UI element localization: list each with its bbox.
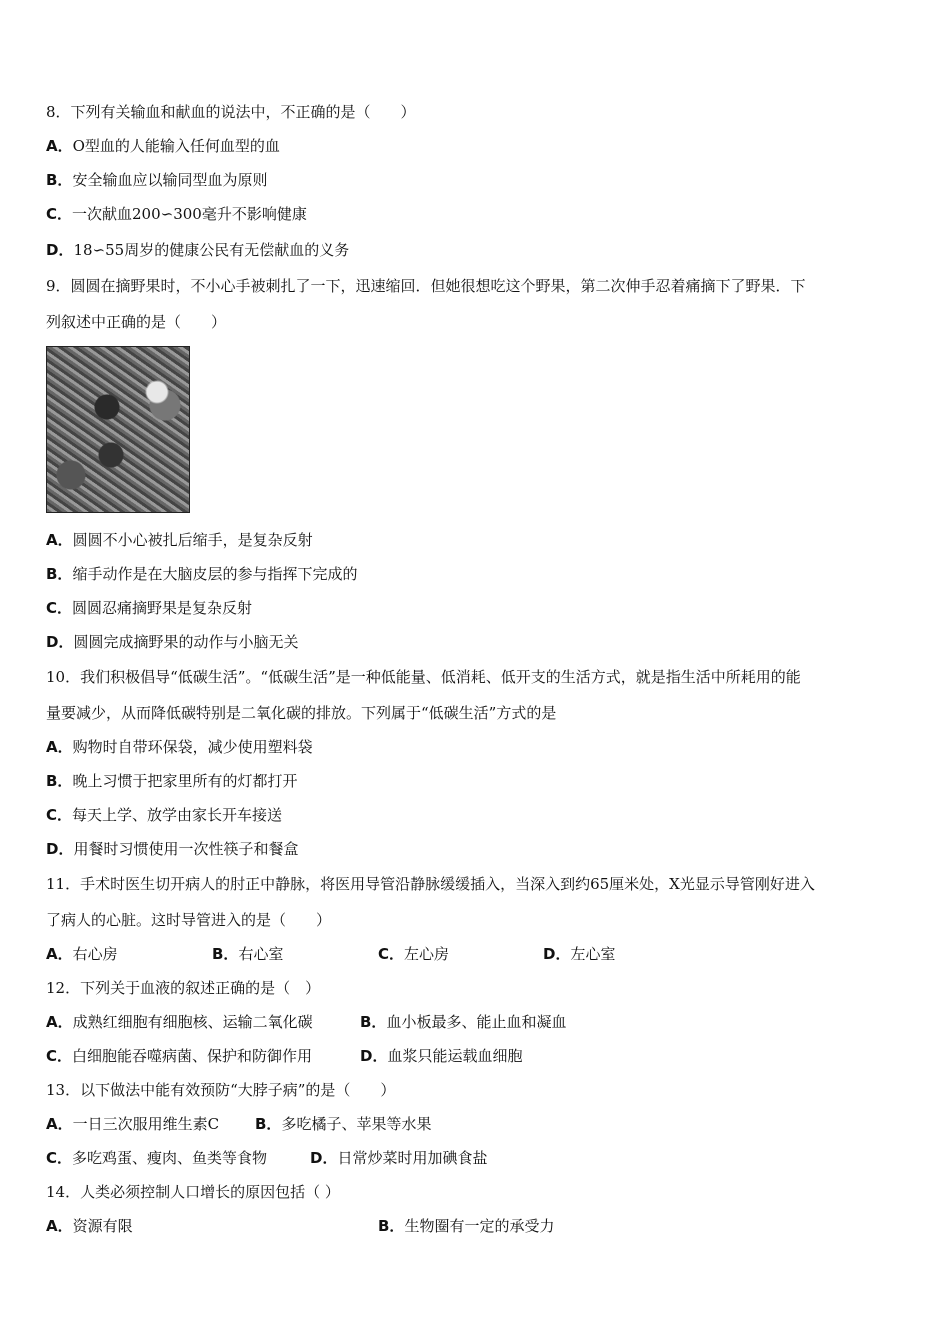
option-letter: D． — [360, 1047, 388, 1065]
option-text: 圆圆不小心被扎后缩手，是复杂反射 — [72, 531, 313, 549]
option-letter: A． — [46, 738, 73, 756]
option-letter: D． — [46, 840, 74, 858]
question-12-option-a — [46, 1012, 313, 1032]
question-8-option-c — [46, 204, 307, 224]
option-text: 右心室 — [238, 945, 284, 963]
question-9-option-a — [46, 530, 313, 550]
question-11-option-c — [378, 944, 449, 964]
option-letter: A． — [46, 1115, 73, 1133]
option-letter: D． — [46, 241, 74, 259]
option-letter: B． — [212, 945, 239, 963]
option-text: 血浆只能运载血细胞 — [387, 1047, 523, 1065]
question-9-stem-line1: 9．圆圆在摘野果时，不小心手被刺扎了一下，迅速缩回．但她很想吃这个野果，第二次伸手忍着痛摘下了野果．下 — [46, 277, 806, 295]
option-letter: B． — [46, 772, 73, 790]
question-8-option-a — [46, 136, 280, 156]
question-8-option-b — [46, 170, 267, 190]
option-letter: B． — [46, 565, 73, 583]
question-8-option-d — [46, 240, 349, 260]
question-10-stem-line2: 量要减少，从而降低碳特别是二氧化碳的排放。下列属于“低碳生活”方式的是 — [46, 704, 557, 722]
option-text: 一次献血200∽300毫升不影响健康 — [72, 205, 307, 223]
option-letter: B． — [46, 171, 73, 189]
question-13-stem: 13．以下做法中能有效预防“大脖子病”的是（ ） — [46, 1081, 396, 1099]
question-11-stem-line2: 了病人的心脏。这时导管进入的是（ ） — [46, 911, 332, 929]
question-10-stem-line1: 10．我们积极倡导“低碳生活”。“低碳生活”是一种低能量、低消耗、低开支的生活方式，就是指生活中所耗用的能 — [46, 668, 801, 686]
question-14-option-a — [46, 1216, 133, 1236]
option-text: 白细胞能吞噬病菌、保护和防御作用 — [72, 1047, 313, 1065]
option-text: 生物圈有一定的承受力 — [404, 1217, 555, 1235]
option-text: 用餐时习惯使用一次性筷子和餐盒 — [73, 840, 299, 858]
option-text: 购物时自带环保袋，减少使用塑料袋 — [72, 738, 313, 756]
option-text: 圆圆完成摘野果的动作与小脑无关 — [73, 633, 299, 651]
question-10-option-b — [46, 771, 297, 791]
option-letter: C． — [46, 1149, 73, 1167]
question-13-option-c — [46, 1148, 267, 1168]
question-9-stem-line2: 列叙述中正确的是（ ） — [46, 313, 227, 331]
option-letter: A． — [46, 1013, 73, 1031]
question-13-option-d — [310, 1148, 487, 1168]
question-9-option-d — [46, 632, 298, 652]
question-12-option-b — [360, 1012, 566, 1032]
question-10-option-a — [46, 737, 313, 757]
option-letter: A． — [46, 945, 73, 963]
option-letter: B． — [255, 1115, 282, 1133]
option-letter: C． — [46, 599, 73, 617]
option-letter: D． — [543, 945, 571, 963]
question-13-option-b — [255, 1114, 431, 1134]
option-letter: B． — [360, 1013, 387, 1031]
option-text: 18∽55周岁的健康公民有无偿献血的义务 — [73, 241, 350, 259]
option-letter: C． — [46, 806, 73, 824]
question-9-option-b — [46, 564, 357, 584]
option-text: 多吃鸡蛋、瘦肉、鱼类等食物 — [72, 1149, 268, 1167]
option-text: O型血的人能输入任何血型的血 — [72, 137, 280, 155]
fruit-picking-photo — [46, 346, 190, 513]
option-text: 日常炒菜时用加碘食盐 — [337, 1149, 488, 1167]
question-8-stem: 8．下列有关输血和献血的说法中，不正确的是（ ） — [46, 103, 416, 121]
question-13-option-a — [46, 1114, 219, 1134]
question-12-stem: 12．下列关于血液的叙述正确的是（ ） — [46, 979, 321, 997]
question-11-option-b — [212, 944, 283, 964]
option-letter: C． — [46, 205, 73, 223]
question-10-option-c — [46, 805, 282, 825]
option-letter: D． — [46, 633, 74, 651]
question-11-option-d — [543, 944, 615, 964]
option-text: 圆圆忍痛摘野果是复杂反射 — [72, 599, 253, 617]
option-letter: D． — [310, 1149, 338, 1167]
option-letter: A． — [46, 137, 73, 155]
option-text: 成熟红细胞有细胞核、运输二氧化碳 — [72, 1013, 313, 1031]
option-text: 左心房 — [404, 945, 450, 963]
option-text: 资源有限 — [72, 1217, 133, 1235]
question-9-option-c — [46, 598, 252, 618]
option-text: 左心室 — [570, 945, 616, 963]
question-11-option-a — [46, 944, 118, 964]
option-text: 缩手动作是在大脑皮层的参与指挥下完成的 — [72, 565, 358, 583]
option-letter: C． — [46, 1047, 73, 1065]
option-letter: A． — [46, 531, 73, 549]
option-text: 多吃橘子、苹果等水果 — [281, 1115, 432, 1133]
option-text: 晚上习惯于把家里所有的灯都打开 — [72, 772, 298, 790]
question-12-option-c — [46, 1046, 312, 1066]
option-text: 安全输血应以输同型血为原则 — [72, 171, 268, 189]
question-12-option-d — [360, 1046, 522, 1066]
option-text: 右心房 — [72, 945, 118, 963]
question-14-option-b — [378, 1216, 554, 1236]
question-14-stem: 14．人类必须控制人口增长的原因包括（ ） — [46, 1183, 340, 1201]
option-letter: C． — [378, 945, 405, 963]
option-text: 血小板最多、能止血和凝血 — [386, 1013, 567, 1031]
option-letter: A． — [46, 1217, 73, 1235]
option-text: 每天上学、放学由家长开车接送 — [72, 806, 283, 824]
question-10-option-d — [46, 839, 298, 859]
option-text: 一日三次服用维生素C — [72, 1115, 220, 1133]
question-11-stem-line1: 11．手术时医生切开病人的肘正中静脉，将医用导管沿静脉缓缓插入，当深入到约65厘米处，X光显示导管刚好进入 — [46, 875, 815, 893]
option-letter: B． — [378, 1217, 405, 1235]
